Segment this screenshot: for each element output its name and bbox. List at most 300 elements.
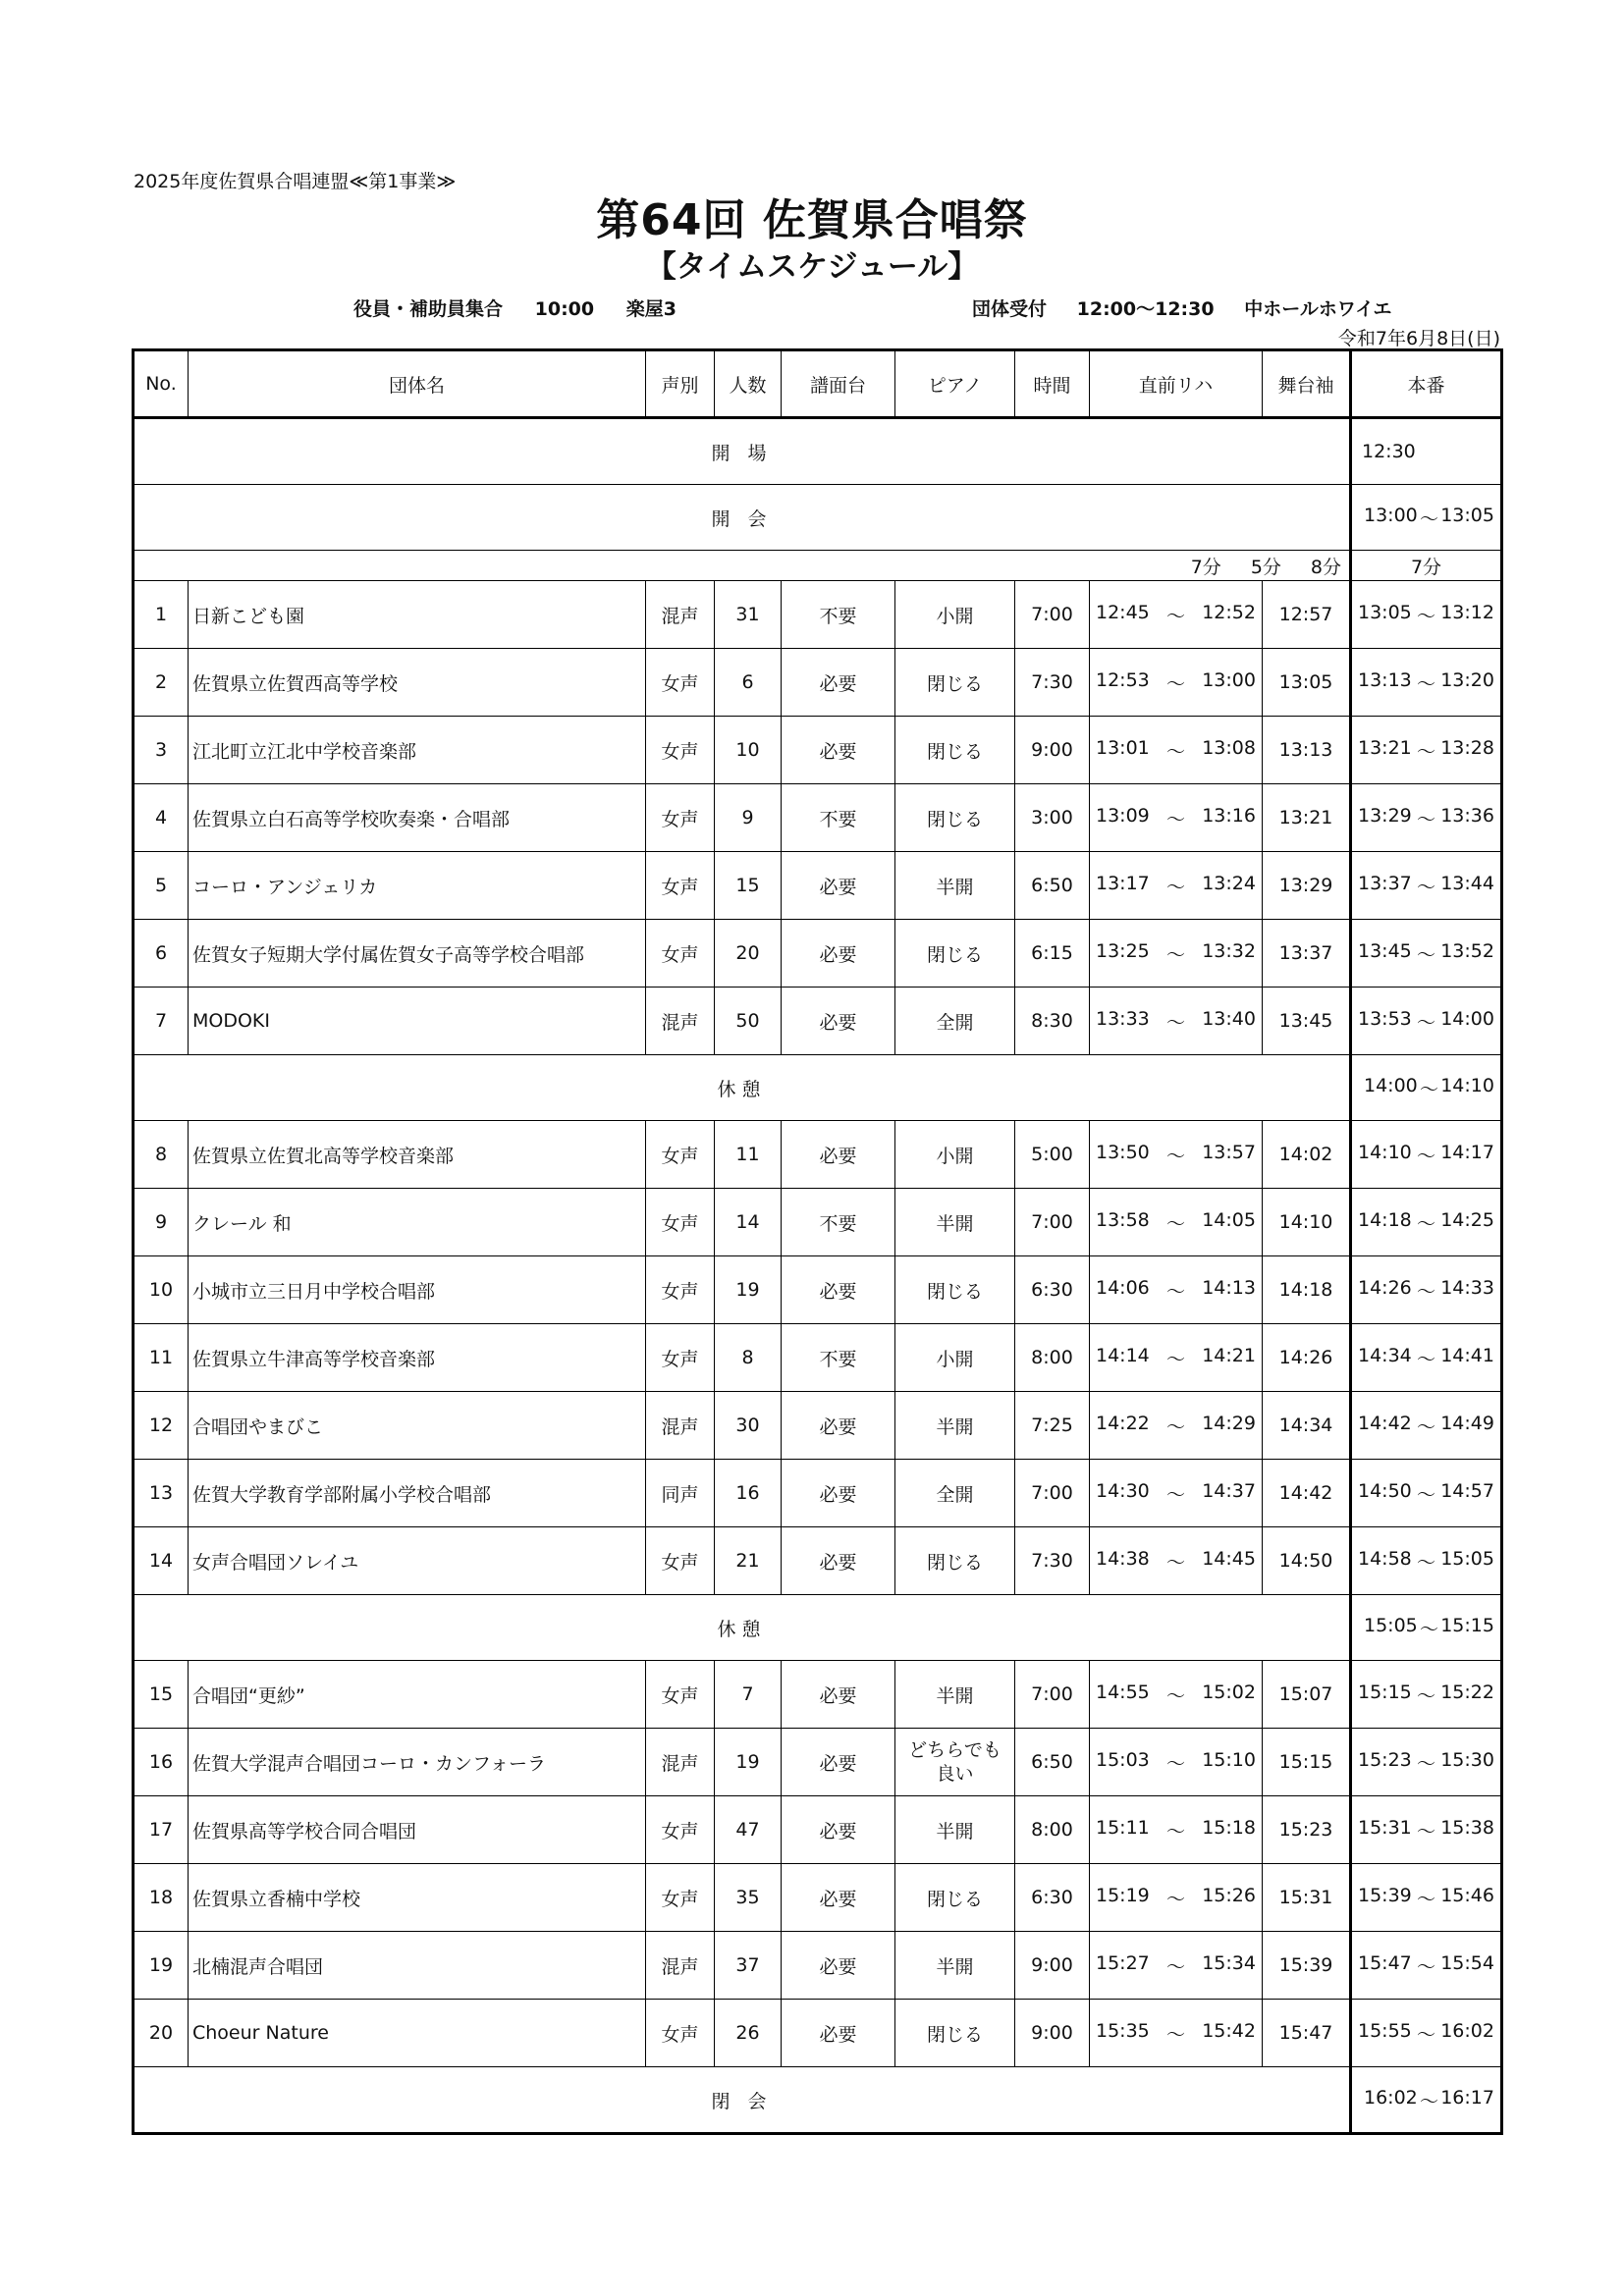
rehearsal-range-start: 13:50 — [1096, 1141, 1150, 1163]
event-time — [1351, 1595, 1502, 1661]
performance-length: 7:00 — [1015, 581, 1090, 649]
rehearsal-range-end: 15:26 — [1202, 1884, 1256, 1906]
rehearsal-range-end: 15:34 — [1202, 1951, 1256, 1974]
tilde: ～ — [1416, 1551, 1435, 1574]
performance-slot — [1351, 1460, 1502, 1527]
wing-time: 13:29 — [1263, 852, 1351, 920]
col-header-voice: 声別 — [646, 350, 715, 418]
wing-time: 14:42 — [1263, 1460, 1351, 1527]
rehearsal-range-start: 13:09 — [1096, 804, 1150, 827]
group-name: 佐賀県高等学校合同合唱団 — [189, 1796, 646, 1864]
rehearsal-range-start: 15:35 — [1096, 2019, 1150, 2042]
tilde: ～ — [1165, 1011, 1185, 1034]
rehearsal-range — [1094, 1142, 1258, 1168]
performance-length: 3:00 — [1015, 784, 1090, 852]
rehearsal-range — [1094, 737, 1258, 764]
performance-range — [1356, 873, 1496, 899]
group-no: 19 — [134, 1932, 189, 2000]
tilde: ～ — [1416, 1483, 1435, 1506]
rehearsal-slot — [1090, 1392, 1263, 1460]
rehearsal-range-end: 13:00 — [1202, 668, 1256, 691]
group-name: 合唱団“更紗” — [189, 1661, 646, 1729]
performance-slot — [1351, 1189, 1502, 1256]
member-count: 31 — [715, 581, 782, 649]
voice-type: 混声 — [646, 1392, 715, 1460]
music-stand: 必要 — [782, 1256, 895, 1324]
reception-time: 12:00～12:30 — [1076, 298, 1215, 320]
wing-time: 14:18 — [1263, 1256, 1351, 1324]
rehearsal-range-start: 14:06 — [1096, 1276, 1150, 1299]
schedule-body — [134, 418, 1502, 2134]
performance-length: 6:50 — [1015, 1729, 1090, 1796]
rehearsal-slot — [1090, 1864, 1263, 1932]
rehearsal-range-end: 13:08 — [1202, 736, 1256, 759]
voice-type: 女声 — [646, 649, 715, 717]
group-name: 北楠混声合唱団 — [189, 1932, 646, 2000]
rehearsal-range-start: 13:58 — [1096, 1208, 1150, 1231]
col-header-piano: ピアノ — [895, 350, 1015, 418]
tilde: ～ — [1416, 1212, 1435, 1235]
rehearsal-range-end: 14:05 — [1202, 1208, 1256, 1231]
voice-type: 女声 — [646, 717, 715, 784]
rehearsal-range — [1094, 1749, 1258, 1776]
rehearsal-range-start: 14:30 — [1096, 1479, 1150, 1502]
performance-range — [1356, 940, 1496, 967]
rehearsal-range — [1094, 1008, 1258, 1035]
performance-length: 6:30 — [1015, 1864, 1090, 1932]
member-count: 21 — [715, 1527, 782, 1595]
group-no: 7 — [134, 988, 189, 1055]
performance-length: 6:15 — [1015, 920, 1090, 988]
group-no: 4 — [134, 784, 189, 852]
rehearsal-slot — [1090, 1729, 1263, 1796]
meet-time: 10:00 — [534, 298, 595, 320]
rehearsal-range-end: 14:45 — [1202, 1547, 1256, 1570]
performance-slot — [1351, 2000, 1502, 2067]
piano-lid: 小開 — [895, 1121, 1015, 1189]
performance-range — [1356, 1345, 1496, 1371]
performance-range — [1356, 1142, 1496, 1168]
tilde: ～ — [1416, 1888, 1435, 1910]
rehearsal-range-end: 15:42 — [1202, 2019, 1256, 2042]
rehearsal-range-start: 14:14 — [1096, 1344, 1150, 1366]
group-name: Choeur Nature — [189, 2000, 646, 2067]
piano-lid: 全開 — [895, 1460, 1015, 1527]
tilde: ～ — [1416, 1820, 1435, 1842]
piano-lid: 半開 — [895, 1796, 1015, 1864]
rehearsal-slot — [1090, 1189, 1263, 1256]
rehearsal-slot — [1090, 920, 1263, 988]
rehearsal-range — [1094, 1209, 1258, 1236]
rehearsal-range-end: 13:57 — [1202, 1141, 1256, 1163]
col-header-wing: 舞台袖 — [1263, 350, 1351, 418]
wing-time: 13:45 — [1263, 988, 1351, 1055]
rehearsal-range-end: 15:10 — [1202, 1748, 1256, 1771]
tilde: ～ — [1165, 1752, 1185, 1775]
table-row — [134, 1392, 1502, 1460]
rehearsal-range-end: 14:21 — [1202, 1344, 1256, 1366]
table-row — [134, 1932, 1502, 2000]
performance-range-end: 13:20 — [1440, 668, 1494, 691]
performance-range-start: 13:53 — [1358, 1007, 1412, 1030]
performance-range — [1356, 1817, 1496, 1843]
rehearsal-slot — [1090, 1527, 1263, 1595]
member-count: 15 — [715, 852, 782, 920]
group-no: 17 — [134, 1796, 189, 1864]
table-row — [134, 1661, 1502, 1729]
rehearsal-range-end: 13:16 — [1202, 804, 1256, 827]
tilde: ～ — [1165, 1145, 1185, 1167]
rehearsal-range-start: 14:38 — [1096, 1547, 1150, 1570]
performance-length: 7:00 — [1015, 1189, 1090, 1256]
performance-range-end: 16:02 — [1440, 2019, 1494, 2042]
performance-length: 7:25 — [1015, 1392, 1090, 1460]
performance-length: 7:00 — [1015, 1661, 1090, 1729]
piano-lid — [895, 1729, 1015, 1796]
table-row — [134, 1324, 1502, 1392]
tilde: ～ — [1419, 507, 1438, 530]
performance-range-end: 13:28 — [1440, 736, 1494, 759]
performance-range — [1356, 2020, 1496, 2047]
piano-lid-text: どちらでも良い — [908, 1739, 1001, 1785]
event-time — [1351, 418, 1502, 485]
table-row — [134, 920, 1502, 988]
voice-type: 女声 — [646, 1661, 715, 1729]
performance-slot — [1351, 920, 1502, 988]
rehearsal-slot — [1090, 649, 1263, 717]
voice-type: 女声 — [646, 1256, 715, 1324]
music-stand: 必要 — [782, 1864, 895, 1932]
rehearsal-range-start: 15:19 — [1096, 1884, 1150, 1906]
duration-cell — [134, 551, 1351, 581]
table-row — [134, 1189, 1502, 1256]
rehearsal-slot — [1090, 2000, 1263, 2067]
rehearsal-range — [1094, 1885, 1258, 1911]
col-header-count: 人数 — [715, 350, 782, 418]
tilde: ～ — [1165, 1820, 1185, 1842]
member-count: 19 — [715, 1256, 782, 1324]
group-no: 5 — [134, 852, 189, 920]
group-name: 日新こども園 — [189, 581, 646, 649]
group-no: 2 — [134, 649, 189, 717]
page-title: 第64回 佐賀県合唱祭 — [596, 195, 1028, 245]
performance-range-start: 15:47 — [1358, 1951, 1412, 1974]
voice-type: 混声 — [646, 1729, 715, 1796]
voice-type: 女声 — [646, 1121, 715, 1189]
tilde: ～ — [1416, 1752, 1435, 1775]
member-count: 26 — [715, 2000, 782, 2067]
performance-slot — [1351, 1392, 1502, 1460]
reception-info — [972, 294, 1416, 321]
col-header-rehearsal: 直前リハ — [1090, 350, 1263, 418]
tilde: ～ — [1165, 2023, 1185, 2046]
duration-line — [138, 553, 1345, 579]
event-date: 令和7年6月8日(日) — [1337, 328, 1500, 349]
performance-range-end: 15:05 — [1440, 1547, 1494, 1570]
performance-range-start: 15:31 — [1358, 1816, 1412, 1839]
member-count: 37 — [715, 1932, 782, 2000]
piano-lid: 閉じる — [895, 717, 1015, 784]
performance-length: 5:00 — [1015, 1121, 1090, 1189]
event-time-range — [1362, 1615, 1496, 1641]
performance-slot — [1351, 717, 1502, 784]
group-no: 3 — [134, 717, 189, 784]
performance-length: 6:50 — [1015, 852, 1090, 920]
table-row — [134, 717, 1502, 784]
table-row — [134, 1729, 1502, 1796]
group-name: 江北町立江北中学校音楽部 — [189, 717, 646, 784]
rehearsal-range — [1094, 669, 1258, 696]
wing-time: 15:07 — [1263, 1661, 1351, 1729]
piano-lid: 小開 — [895, 1324, 1015, 1392]
performance-range-end: 13:52 — [1440, 939, 1494, 962]
schedule-table — [132, 348, 1503, 2135]
performance-slot — [1351, 1729, 1502, 1796]
wing-time: 14:50 — [1263, 1527, 1351, 1595]
voice-type: 女声 — [646, 1189, 715, 1256]
rehearsal-range-start: 13:17 — [1096, 872, 1150, 894]
performance-length: 6:30 — [1015, 1256, 1090, 1324]
voice-type: 女声 — [646, 852, 715, 920]
group-no: 11 — [134, 1324, 189, 1392]
group-no: 6 — [134, 920, 189, 988]
performance-duration: 7分 — [1351, 551, 1502, 581]
page-subtitle: 【タイムスケジュール】 — [645, 249, 979, 285]
piano-lid: 半開 — [895, 1932, 1015, 2000]
rehearsal-slot — [1090, 581, 1263, 649]
rehearsal-slot — [1090, 717, 1263, 784]
music-stand: 必要 — [782, 1661, 895, 1729]
group-no: 1 — [134, 581, 189, 649]
performance-range-start: 14:26 — [1358, 1276, 1412, 1299]
table-row — [134, 1256, 1502, 1324]
tilde: ～ — [1416, 1011, 1435, 1034]
table-row — [134, 852, 1502, 920]
performance-range-end: 14:49 — [1440, 1412, 1494, 1434]
performance-slot — [1351, 988, 1502, 1055]
music-stand: 必要 — [782, 649, 895, 717]
performance-slot — [1351, 1324, 1502, 1392]
wing-time: 12:57 — [1263, 581, 1351, 649]
piano-lid: 半開 — [895, 1392, 1015, 1460]
rehearsal-range — [1094, 1682, 1258, 1708]
rehearsal-range — [1094, 940, 1258, 967]
music-stand: 必要 — [782, 1527, 895, 1595]
member-count: 6 — [715, 649, 782, 717]
rehearsal-range — [1094, 2020, 1258, 2047]
performance-range-start: 13:37 — [1358, 872, 1412, 894]
performance-range — [1356, 1749, 1496, 1776]
rehearsal-range-end: 14:37 — [1202, 1479, 1256, 1502]
rehearsal-range — [1094, 1277, 1258, 1304]
performance-range — [1356, 737, 1496, 764]
performance-length: 7:00 — [1015, 1460, 1090, 1527]
col-header-stand: 譜面台 — [782, 350, 895, 418]
piano-lid: 全開 — [895, 988, 1015, 1055]
performance-range-start: 14:50 — [1358, 1479, 1412, 1502]
event-label: 閉 会 — [134, 2067, 1351, 2134]
performance-slot — [1351, 852, 1502, 920]
wing-time: 14:34 — [1263, 1392, 1351, 1460]
event-time-range-end: 15:15 — [1440, 1614, 1494, 1636]
voice-type: 女声 — [646, 1796, 715, 1864]
tilde: ～ — [1416, 943, 1435, 966]
performance-range — [1356, 669, 1496, 696]
rehearsal-range-end: 12:52 — [1202, 601, 1256, 623]
music-stand: 必要 — [782, 1460, 895, 1527]
music-stand: 必要 — [782, 2000, 895, 2067]
rehearsal-range-start: 13:25 — [1096, 939, 1150, 962]
rehearsal-range-end: 13:40 — [1202, 1007, 1256, 1030]
table-row — [134, 1121, 1502, 1189]
tilde: ～ — [1416, 1280, 1435, 1303]
wing-time: 13:37 — [1263, 920, 1351, 988]
performance-range-end: 15:54 — [1440, 1951, 1494, 1974]
rehearsal-range-start: 12:45 — [1096, 601, 1150, 623]
staff-meeting-info — [353, 294, 702, 321]
performance-range — [1356, 602, 1496, 628]
voice-type: 混声 — [646, 581, 715, 649]
performance-length: 8:30 — [1015, 988, 1090, 1055]
event-time-range-start: 14:00 — [1364, 1074, 1418, 1096]
rehearsal-range — [1094, 602, 1258, 628]
wing-duration: 8分 — [1310, 556, 1341, 578]
rehearsal-range-start: 15:11 — [1096, 1816, 1150, 1839]
group-no: 13 — [134, 1460, 189, 1527]
performance-slot — [1351, 784, 1502, 852]
performance-range-end: 14:25 — [1440, 1208, 1494, 1231]
group-no: 15 — [134, 1661, 189, 1729]
member-count: 7 — [715, 1661, 782, 1729]
performance-range-start: 15:55 — [1358, 2019, 1412, 2042]
table-row — [134, 649, 1502, 717]
performance-range-start: 13:45 — [1358, 939, 1412, 962]
group-no: 16 — [134, 1729, 189, 1796]
performance-range — [1356, 1413, 1496, 1439]
table-header-row — [134, 350, 1502, 418]
performance-range-start: 13:13 — [1358, 668, 1412, 691]
rehearsal-slot — [1090, 1661, 1263, 1729]
group-name: コーロ・アンジェリカ — [189, 852, 646, 920]
event-time-range-end: 14:10 — [1440, 1074, 1494, 1096]
performance-range — [1356, 1209, 1496, 1236]
performance-range-end: 15:22 — [1440, 1681, 1494, 1703]
event-row-open — [134, 418, 1502, 485]
rehearsal-slot — [1090, 1324, 1263, 1392]
performance-range — [1356, 805, 1496, 831]
music-stand: 必要 — [782, 920, 895, 988]
performance-range-start: 15:15 — [1358, 1681, 1412, 1703]
music-stand: 不要 — [782, 784, 895, 852]
tilde: ～ — [1165, 1955, 1185, 1978]
rehearsal-range-end: 14:29 — [1202, 1412, 1256, 1434]
rehearsal-duration: 7分 — [1190, 556, 1221, 578]
rehearsal-range — [1094, 1480, 1258, 1507]
reception-label: 団体受付 — [972, 298, 1048, 320]
rehearsal-range-end: 14:13 — [1202, 1276, 1256, 1299]
rehearsal-range — [1094, 1548, 1258, 1575]
group-name: 佐賀大学混声合唱団コーロ・カンフォーラ — [189, 1729, 646, 1796]
group-name: MODOKI — [189, 988, 646, 1055]
event-time-range — [1362, 505, 1496, 531]
performance-range-start: 14:34 — [1358, 1344, 1412, 1366]
member-count: 9 — [715, 784, 782, 852]
rehearsal-range-start: 12:53 — [1096, 668, 1150, 691]
duration-row — [134, 551, 1502, 581]
event-label: 休憩 — [134, 1595, 1351, 1661]
performance-range-end: 14:41 — [1440, 1344, 1494, 1366]
tilde: ～ — [1165, 1415, 1185, 1438]
performance-range-end: 14:57 — [1440, 1479, 1494, 1502]
member-count: 35 — [715, 1864, 782, 1932]
performance-slot — [1351, 1864, 1502, 1932]
tilde: ～ — [1416, 1348, 1435, 1370]
rehearsal-range-start: 13:33 — [1096, 1007, 1150, 1030]
rehearsal-range-end: 15:18 — [1202, 1816, 1256, 1839]
event-label: 開 会 — [134, 485, 1351, 551]
tilde: ～ — [1416, 1684, 1435, 1707]
piano-lid: 閉じる — [895, 1256, 1015, 1324]
voice-type: 混声 — [646, 1932, 715, 2000]
piano-lid: 閉じる — [895, 784, 1015, 852]
music-stand: 必要 — [782, 852, 895, 920]
tilde: ～ — [1165, 1551, 1185, 1574]
rehearsal-slot — [1090, 852, 1263, 920]
performance-range-end: 14:00 — [1440, 1007, 1494, 1030]
tilde: ～ — [1165, 672, 1185, 695]
member-count: 30 — [715, 1392, 782, 1460]
meet-place: 楽屋3 — [625, 298, 677, 320]
group-name: クレール 和 — [189, 1189, 646, 1256]
col-header-performance: 本番 — [1351, 350, 1502, 418]
performance-range-end: 15:46 — [1440, 1884, 1494, 1906]
event-time-value: 12:30 — [1362, 441, 1416, 462]
performance-range-start: 14:10 — [1358, 1141, 1412, 1163]
performance-range — [1356, 1952, 1496, 1979]
event-time-range-start: 15:05 — [1364, 1614, 1418, 1636]
voice-type: 女声 — [646, 2000, 715, 2067]
event-time — [1351, 485, 1502, 551]
rehearsal-range-end: 13:24 — [1202, 872, 1256, 894]
event-time-range — [1362, 2087, 1496, 2113]
performance-length: 7:30 — [1015, 1527, 1090, 1595]
wing-time: 13:21 — [1263, 784, 1351, 852]
member-count: 10 — [715, 717, 782, 784]
performance-range — [1356, 1548, 1496, 1575]
group-name: 佐賀県立佐賀北高等学校音楽部 — [189, 1121, 646, 1189]
event-time — [1351, 2067, 1502, 2134]
performance-length: 8:00 — [1015, 1324, 1090, 1392]
group-no: 9 — [134, 1189, 189, 1256]
tilde: ～ — [1165, 1888, 1185, 1910]
piano-lid: 半開 — [895, 1189, 1015, 1256]
event-time-range-start: 16:02 — [1364, 2086, 1418, 2109]
group-no: 12 — [134, 1392, 189, 1460]
rehearsal-range-end: 15:02 — [1202, 1681, 1256, 1703]
piano-lid: 閉じる — [895, 1864, 1015, 1932]
tilde: ～ — [1416, 808, 1435, 830]
performance-range — [1356, 1480, 1496, 1507]
voice-type: 女声 — [646, 920, 715, 988]
table-row — [134, 2000, 1502, 2067]
group-no: 8 — [134, 1121, 189, 1189]
performance-length: 8:00 — [1015, 1796, 1090, 1864]
wing-time: 15:15 — [1263, 1729, 1351, 1796]
music-stand: 不要 — [782, 1324, 895, 1392]
rehearsal-range-end: 13:32 — [1202, 939, 1256, 962]
rehearsal-slot — [1090, 1121, 1263, 1189]
rehearsal-range-start: 15:27 — [1096, 1951, 1150, 1974]
